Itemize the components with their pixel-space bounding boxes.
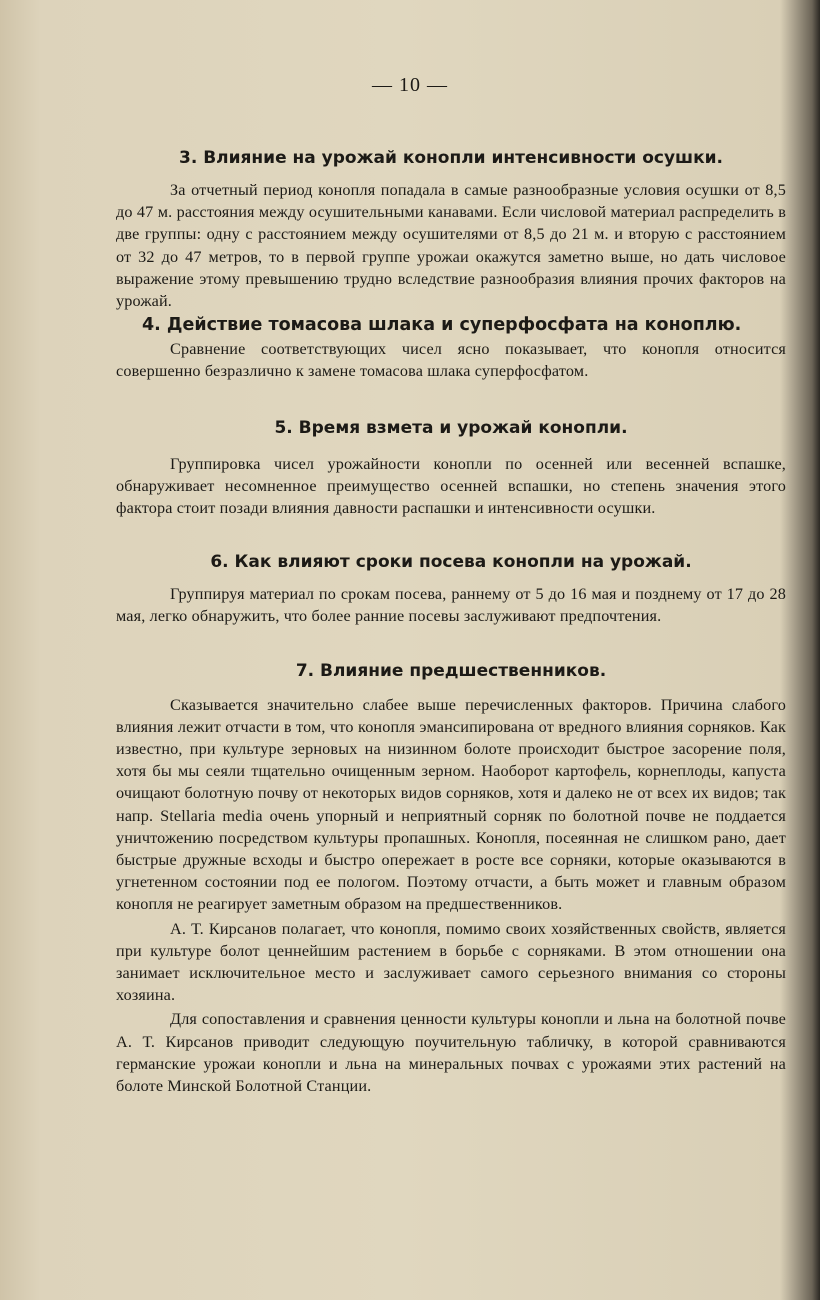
section-7-paragraph-3: Для сопоставления и сравнения ценности культуры конопли и льна на болотной почве А. Т. Кирсанов приводит следующую поучительную табличку, в которой сравниваются германские урожаи конопли и льна на минеральных почвах с урожаями этих растений на болоте Минской Болотной Станции. [116, 1010, 786, 1096]
section-7-paragraph-1: Сказывается значительно слабее выше перечисленных факторов. Причина слабого влияния лежит отчасти в том, что конопля эмансипирована от вредного влияния сорняков. Как известно, при культуре зерновых на низинном болоте происходит быстрое засорение поля, хотя бы мы сеяли тщательно очищенным зерном. Наоборот картофель, корнеплоды, капуста очищают болотную почву от некоторых видов сорняков, хотя и далеко не от всех их видов; так напр. Stellaria media очень упорный и неприятный сорняк по болотной почве не поддается уничтожению посредством культуры пропашных. Конопля, посеянная не слишком рано, дает быстрые дружные всходы и быстро опережает в росте все сорняки, которые оказываются в угнетенном состоянии под ее пологом. Поэтому отчасти, а быть может и главным образом конопля не реагирует заметным образом на предшественников. [116, 695, 786, 914]
section-4-heading: 4. Действие томасова шлака и суперфосфата на коноплю. [142, 315, 742, 336]
section-3-heading: 3. Влияние на урожай конопли интенсивности осушки. [178, 148, 724, 168]
section-4-paragraph-1: Сравнение соответствующих чисел ясно показывает, что конопля относится совершенно безразлично к замене томасова шлака суперфосфатом. [116, 340, 786, 381]
section-5-heading: 5. Время взмета и урожай конопли. [274, 417, 628, 438]
section-7-heading: 7. Влияние предшественников. [295, 660, 607, 681]
section-6-heading: 6. Как влияют сроки посева конопли на урожай. [210, 552, 692, 573]
section-5-paragraph-1: Группировка чисел урожайности конопли по осенней или весенней вспашке, обнаруживает несомненное преимущество осенней вспашки, но степень значения этого фактора стоит позади влияния давности распашки и интенсивности осушки. [116, 454, 786, 518]
section-3-paragraph-1: За отчетный период конопля попадала в самые разнообразные условия осушки от 8,5 до 47 м. расстояния между осушительными канавами. Если числовой материал распределить в две группы: одну с расстоянием между осушителями от 8,5 до 21 м. и вторую с расстоянием от 32 до 47 метров, то в первой группе урожаи окажутся заметно выше, но дать числовое выражение этому превышению трудно вследствие разнообразия влияния прочих факторов на урожай. [116, 181, 786, 311]
page-number: — 10 — [372, 74, 448, 96]
page-content [116, 140, 786, 1097]
section-7-paragraph-2: А. Т. Кирсанов полагает, что конопля, помимо своих хозяйственных свойств, является при культуре болот ценнейшим растением в борьбе с сорняками. В этом отношении она занимает исключительное место и заслуживает самого серьезного внимания со стороны хозяина. [116, 919, 786, 1005]
section-6-paragraph-1: Группируя материал по срокам посева, раннему от 5 до 16 мая и позднему от 17 до 28 мая, легко обнаружить, что более ранние посевы заслуживают предпочтения. [116, 585, 786, 626]
